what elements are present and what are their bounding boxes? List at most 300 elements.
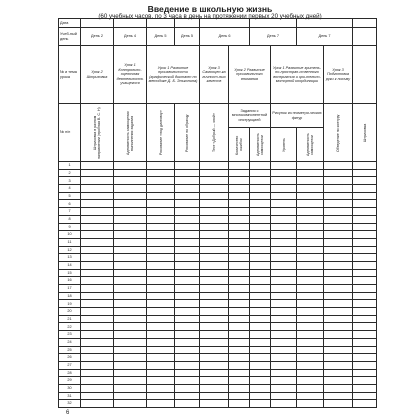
- table-cell[interactable]: [81, 323, 114, 331]
- table-cell[interactable]: [353, 308, 377, 316]
- table-cell[interactable]: [297, 177, 324, 185]
- table-cell[interactable]: [175, 185, 200, 193]
- table-cell[interactable]: [271, 208, 297, 216]
- table-cell[interactable]: [114, 354, 147, 362]
- table-cell[interactable]: [271, 315, 297, 323]
- table-cell[interactable]: [271, 338, 297, 346]
- table-cell[interactable]: [271, 231, 297, 239]
- table-cell[interactable]: [114, 377, 147, 385]
- table-cell[interactable]: [200, 238, 229, 246]
- table-cell[interactable]: [147, 223, 175, 231]
- table-cell[interactable]: [114, 400, 147, 408]
- table-cell[interactable]: [324, 200, 353, 208]
- table-cell[interactable]: [229, 331, 250, 339]
- table-cell[interactable]: [250, 338, 271, 346]
- table-cell[interactable]: [147, 254, 175, 262]
- table-cell[interactable]: [200, 215, 229, 223]
- table-cell[interactable]: [114, 315, 147, 323]
- table-cell[interactable]: [324, 231, 353, 239]
- table-cell[interactable]: [114, 231, 147, 239]
- table-cell[interactable]: [175, 285, 200, 293]
- table-cell[interactable]: [353, 338, 377, 346]
- table-cell[interactable]: [250, 261, 271, 269]
- table-cell[interactable]: [229, 346, 250, 354]
- table-cell[interactable]: [175, 308, 200, 316]
- table-cell[interactable]: [229, 292, 250, 300]
- table-cell[interactable]: [353, 238, 377, 246]
- table-cell[interactable]: [250, 308, 271, 316]
- table-cell[interactable]: [250, 331, 271, 339]
- table-cell[interactable]: [271, 377, 297, 385]
- table-cell[interactable]: [81, 331, 114, 339]
- table-cell[interactable]: [353, 192, 377, 200]
- table-cell[interactable]: [147, 246, 175, 254]
- table-cell[interactable]: [297, 223, 324, 231]
- table-cell[interactable]: [324, 261, 353, 269]
- table-cell[interactable]: [81, 392, 114, 400]
- table-cell[interactable]: [147, 323, 175, 331]
- table-cell[interactable]: [81, 354, 114, 362]
- table-cell[interactable]: [81, 261, 114, 269]
- table-cell[interactable]: [114, 269, 147, 277]
- table-cell[interactable]: [200, 223, 229, 231]
- table-cell[interactable]: [353, 384, 377, 392]
- table-cell[interactable]: [297, 192, 324, 200]
- table-cell[interactable]: [114, 346, 147, 354]
- table-cell[interactable]: [175, 223, 200, 231]
- table-cell[interactable]: [175, 354, 200, 362]
- table-cell[interactable]: [175, 215, 200, 223]
- table-cell[interactable]: [250, 169, 271, 177]
- table-cell[interactable]: [147, 200, 175, 208]
- table-cell[interactable]: [250, 215, 271, 223]
- table-cell[interactable]: [353, 231, 377, 239]
- table-cell[interactable]: [147, 238, 175, 246]
- table-cell[interactable]: [297, 400, 324, 408]
- table-cell[interactable]: [250, 369, 271, 377]
- table-cell[interactable]: [175, 269, 200, 277]
- table-cell[interactable]: [297, 292, 324, 300]
- table-cell[interactable]: [229, 261, 250, 269]
- table-cell[interactable]: [175, 231, 200, 239]
- table-cell[interactable]: [353, 277, 377, 285]
- table-cell[interactable]: [81, 315, 114, 323]
- table-cell[interactable]: [353, 208, 377, 216]
- table-cell[interactable]: [114, 277, 147, 285]
- table-cell[interactable]: [324, 361, 353, 369]
- table-cell[interactable]: [114, 292, 147, 300]
- table-cell[interactable]: [147, 162, 175, 170]
- table-cell[interactable]: [250, 354, 271, 362]
- table-cell[interactable]: [271, 269, 297, 277]
- table-cell[interactable]: [175, 346, 200, 354]
- table-cell[interactable]: [324, 331, 353, 339]
- table-cell[interactable]: [229, 300, 250, 308]
- table-cell[interactable]: [271, 192, 297, 200]
- table-cell[interactable]: [147, 361, 175, 369]
- date-cell[interactable]: [175, 19, 200, 28]
- table-cell[interactable]: [271, 369, 297, 377]
- table-cell[interactable]: [250, 238, 271, 246]
- table-cell[interactable]: [353, 269, 377, 277]
- table-cell[interactable]: [297, 208, 324, 216]
- date-cell[interactable]: [114, 19, 147, 28]
- table-cell[interactable]: [229, 369, 250, 377]
- table-cell[interactable]: [114, 254, 147, 262]
- table-cell[interactable]: [324, 254, 353, 262]
- table-cell[interactable]: [324, 285, 353, 293]
- table-cell[interactable]: [175, 162, 200, 170]
- table-cell[interactable]: [229, 277, 250, 285]
- table-cell[interactable]: [175, 400, 200, 408]
- date-cell[interactable]: [147, 19, 175, 28]
- table-cell[interactable]: [324, 238, 353, 246]
- table-cell[interactable]: [353, 323, 377, 331]
- table-cell[interactable]: [81, 185, 114, 193]
- table-cell[interactable]: [271, 346, 297, 354]
- table-cell[interactable]: [353, 215, 377, 223]
- table-cell[interactable]: [271, 331, 297, 339]
- table-cell[interactable]: [353, 285, 377, 293]
- table-cell[interactable]: [250, 223, 271, 231]
- table-cell[interactable]: [297, 361, 324, 369]
- table-cell[interactable]: [200, 200, 229, 208]
- table-cell[interactable]: [175, 246, 200, 254]
- table-cell[interactable]: [250, 292, 271, 300]
- table-cell[interactable]: [250, 269, 271, 277]
- table-cell[interactable]: [271, 300, 297, 308]
- table-cell[interactable]: [229, 208, 250, 216]
- table-cell[interactable]: [297, 277, 324, 285]
- table-cell[interactable]: [147, 400, 175, 408]
- table-cell[interactable]: [297, 369, 324, 377]
- table-cell[interactable]: [147, 215, 175, 223]
- table-cell[interactable]: [271, 292, 297, 300]
- table-cell[interactable]: [353, 177, 377, 185]
- table-cell[interactable]: [147, 300, 175, 308]
- date-cell[interactable]: [297, 19, 353, 28]
- table-cell[interactable]: [297, 261, 324, 269]
- table-cell[interactable]: [81, 269, 114, 277]
- table-cell[interactable]: [81, 177, 114, 185]
- date-cell[interactable]: [200, 19, 250, 28]
- table-cell[interactable]: [324, 177, 353, 185]
- table-cell[interactable]: [114, 261, 147, 269]
- date-cell[interactable]: [81, 19, 114, 28]
- table-cell[interactable]: [114, 338, 147, 346]
- table-cell[interactable]: [175, 177, 200, 185]
- table-cell[interactable]: [81, 254, 114, 262]
- table-cell[interactable]: [271, 285, 297, 293]
- table-cell[interactable]: [175, 208, 200, 216]
- table-cell[interactable]: [271, 200, 297, 208]
- table-cell[interactable]: [200, 208, 229, 216]
- table-cell[interactable]: [175, 361, 200, 369]
- table-cell[interactable]: [114, 300, 147, 308]
- table-cell[interactable]: [297, 377, 324, 385]
- table-cell[interactable]: [81, 338, 114, 346]
- table-cell[interactable]: [324, 384, 353, 392]
- table-cell[interactable]: [297, 285, 324, 293]
- table-cell[interactable]: [229, 223, 250, 231]
- table-cell[interactable]: [147, 377, 175, 385]
- table-cell[interactable]: [229, 338, 250, 346]
- table-cell[interactable]: [353, 392, 377, 400]
- table-cell[interactable]: [229, 400, 250, 408]
- table-cell[interactable]: [229, 215, 250, 223]
- table-cell[interactable]: [114, 192, 147, 200]
- table-cell[interactable]: [297, 354, 324, 362]
- table-cell[interactable]: [297, 169, 324, 177]
- table-cell[interactable]: [229, 315, 250, 323]
- table-cell[interactable]: [297, 238, 324, 246]
- table-cell[interactable]: [200, 369, 229, 377]
- table-cell[interactable]: [250, 192, 271, 200]
- table-cell[interactable]: [229, 269, 250, 277]
- table-cell[interactable]: [175, 338, 200, 346]
- table-cell[interactable]: [353, 377, 377, 385]
- table-cell[interactable]: [147, 269, 175, 277]
- table-cell[interactable]: [147, 384, 175, 392]
- table-cell[interactable]: [324, 223, 353, 231]
- table-cell[interactable]: [200, 346, 229, 354]
- table-cell[interactable]: [353, 162, 377, 170]
- table-cell[interactable]: [297, 392, 324, 400]
- table-cell[interactable]: [81, 377, 114, 385]
- table-cell[interactable]: [353, 200, 377, 208]
- table-cell[interactable]: [175, 261, 200, 269]
- table-cell[interactable]: [250, 400, 271, 408]
- table-cell[interactable]: [175, 292, 200, 300]
- table-cell[interactable]: [297, 200, 324, 208]
- table-cell[interactable]: [81, 162, 114, 170]
- table-cell[interactable]: [324, 246, 353, 254]
- table-cell[interactable]: [229, 192, 250, 200]
- table-cell[interactable]: [175, 377, 200, 385]
- table-cell[interactable]: [297, 315, 324, 323]
- table-cell[interactable]: [200, 400, 229, 408]
- table-cell[interactable]: [353, 261, 377, 269]
- table-cell[interactable]: [250, 246, 271, 254]
- table-cell[interactable]: [353, 346, 377, 354]
- table-cell[interactable]: [175, 254, 200, 262]
- table-cell[interactable]: [271, 354, 297, 362]
- table-cell[interactable]: [81, 285, 114, 293]
- table-cell[interactable]: [250, 277, 271, 285]
- table-cell[interactable]: [297, 269, 324, 277]
- table-cell[interactable]: [81, 292, 114, 300]
- table-cell[interactable]: [271, 308, 297, 316]
- table-cell[interactable]: [114, 369, 147, 377]
- table-cell[interactable]: [229, 246, 250, 254]
- table-cell[interactable]: [250, 346, 271, 354]
- table-cell[interactable]: [114, 162, 147, 170]
- table-cell[interactable]: [200, 354, 229, 362]
- table-cell[interactable]: [147, 208, 175, 216]
- table-cell[interactable]: [297, 331, 324, 339]
- table-cell[interactable]: [200, 392, 229, 400]
- table-cell[interactable]: [271, 361, 297, 369]
- table-cell[interactable]: [324, 185, 353, 193]
- table-cell[interactable]: [353, 400, 377, 408]
- table-cell[interactable]: [114, 208, 147, 216]
- table-cell[interactable]: [324, 315, 353, 323]
- table-cell[interactable]: [81, 246, 114, 254]
- table-cell[interactable]: [353, 185, 377, 193]
- table-cell[interactable]: [114, 384, 147, 392]
- table-cell[interactable]: [200, 377, 229, 385]
- table-cell[interactable]: [353, 331, 377, 339]
- table-cell[interactable]: [200, 361, 229, 369]
- table-cell[interactable]: [147, 369, 175, 377]
- table-cell[interactable]: [250, 315, 271, 323]
- table-cell[interactable]: [175, 384, 200, 392]
- table-cell[interactable]: [200, 338, 229, 346]
- table-cell[interactable]: [271, 277, 297, 285]
- table-cell[interactable]: [147, 346, 175, 354]
- table-cell[interactable]: [297, 254, 324, 262]
- table-cell[interactable]: [353, 223, 377, 231]
- table-cell[interactable]: [81, 169, 114, 177]
- table-cell[interactable]: [200, 254, 229, 262]
- table-cell[interactable]: [229, 177, 250, 185]
- table-cell[interactable]: [229, 231, 250, 239]
- table-cell[interactable]: [200, 308, 229, 316]
- table-cell[interactable]: [271, 223, 297, 231]
- table-cell[interactable]: [114, 331, 147, 339]
- table-cell[interactable]: [271, 169, 297, 177]
- table-cell[interactable]: [200, 162, 229, 170]
- table-cell[interactable]: [200, 300, 229, 308]
- table-cell[interactable]: [353, 254, 377, 262]
- table-cell[interactable]: [324, 354, 353, 362]
- table-cell[interactable]: [81, 346, 114, 354]
- table-cell[interactable]: [147, 338, 175, 346]
- table-cell[interactable]: [324, 377, 353, 385]
- table-cell[interactable]: [200, 315, 229, 323]
- table-cell[interactable]: [229, 384, 250, 392]
- table-cell[interactable]: [324, 208, 353, 216]
- table-cell[interactable]: [250, 162, 271, 170]
- table-cell[interactable]: [147, 231, 175, 239]
- table-cell[interactable]: [114, 285, 147, 293]
- table-cell[interactable]: [250, 285, 271, 293]
- table-cell[interactable]: [81, 208, 114, 216]
- table-cell[interactable]: [353, 354, 377, 362]
- table-cell[interactable]: [271, 392, 297, 400]
- table-cell[interactable]: [250, 384, 271, 392]
- table-cell[interactable]: [297, 384, 324, 392]
- table-cell[interactable]: [81, 215, 114, 223]
- table-cell[interactable]: [81, 277, 114, 285]
- table-cell[interactable]: [229, 392, 250, 400]
- table-cell[interactable]: [271, 246, 297, 254]
- table-cell[interactable]: [297, 300, 324, 308]
- table-cell[interactable]: [229, 377, 250, 385]
- table-cell[interactable]: [324, 269, 353, 277]
- table-cell[interactable]: [114, 246, 147, 254]
- table-cell[interactable]: [229, 162, 250, 170]
- table-cell[interactable]: [271, 384, 297, 392]
- table-cell[interactable]: [147, 315, 175, 323]
- table-cell[interactable]: [229, 169, 250, 177]
- table-cell[interactable]: [147, 169, 175, 177]
- table-cell[interactable]: [147, 392, 175, 400]
- table-cell[interactable]: [114, 308, 147, 316]
- table-cell[interactable]: [175, 331, 200, 339]
- table-cell[interactable]: [147, 308, 175, 316]
- table-cell[interactable]: [114, 185, 147, 193]
- table-cell[interactable]: [324, 215, 353, 223]
- table-cell[interactable]: [324, 346, 353, 354]
- table-cell[interactable]: [147, 277, 175, 285]
- table-cell[interactable]: [175, 238, 200, 246]
- table-cell[interactable]: [250, 177, 271, 185]
- table-cell[interactable]: [229, 185, 250, 193]
- table-cell[interactable]: [175, 300, 200, 308]
- table-cell[interactable]: [271, 254, 297, 262]
- table-cell[interactable]: [297, 338, 324, 346]
- table-cell[interactable]: [297, 215, 324, 223]
- table-cell[interactable]: [250, 185, 271, 193]
- table-cell[interactable]: [175, 392, 200, 400]
- table-cell[interactable]: [200, 269, 229, 277]
- table-cell[interactable]: [147, 185, 175, 193]
- table-cell[interactable]: [250, 208, 271, 216]
- table-cell[interactable]: [353, 369, 377, 377]
- table-cell[interactable]: [229, 285, 250, 293]
- table-cell[interactable]: [147, 261, 175, 269]
- table-cell[interactable]: [175, 323, 200, 331]
- table-cell[interactable]: [200, 169, 229, 177]
- table-cell[interactable]: [324, 323, 353, 331]
- table-cell[interactable]: [81, 369, 114, 377]
- table-cell[interactable]: [250, 200, 271, 208]
- table-cell[interactable]: [297, 231, 324, 239]
- table-cell[interactable]: [200, 384, 229, 392]
- table-cell[interactable]: [324, 192, 353, 200]
- table-cell[interactable]: [250, 254, 271, 262]
- table-cell[interactable]: [271, 162, 297, 170]
- table-cell[interactable]: [81, 231, 114, 239]
- table-cell[interactable]: [81, 238, 114, 246]
- table-cell[interactable]: [147, 285, 175, 293]
- table-cell[interactable]: [229, 323, 250, 331]
- table-cell[interactable]: [200, 231, 229, 239]
- table-cell[interactable]: [324, 392, 353, 400]
- table-cell[interactable]: [297, 323, 324, 331]
- table-cell[interactable]: [175, 192, 200, 200]
- table-cell[interactable]: [81, 192, 114, 200]
- table-cell[interactable]: [229, 238, 250, 246]
- table-cell[interactable]: [200, 277, 229, 285]
- table-cell[interactable]: [147, 331, 175, 339]
- table-cell[interactable]: [175, 369, 200, 377]
- table-cell[interactable]: [297, 246, 324, 254]
- table-cell[interactable]: [200, 285, 229, 293]
- table-cell[interactable]: [175, 315, 200, 323]
- table-cell[interactable]: [147, 354, 175, 362]
- table-cell[interactable]: [81, 384, 114, 392]
- table-cell[interactable]: [229, 308, 250, 316]
- table-cell[interactable]: [114, 169, 147, 177]
- table-cell[interactable]: [175, 169, 200, 177]
- table-cell[interactable]: [81, 200, 114, 208]
- table-cell[interactable]: [114, 200, 147, 208]
- table-cell[interactable]: [324, 300, 353, 308]
- table-cell[interactable]: [324, 308, 353, 316]
- table-cell[interactable]: [147, 192, 175, 200]
